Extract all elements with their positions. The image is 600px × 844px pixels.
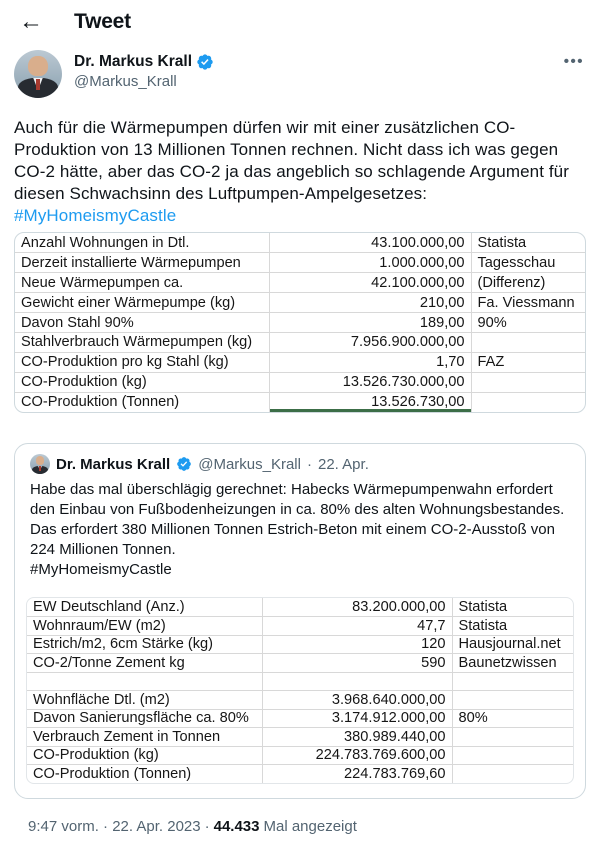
table-row [27,728,574,747]
more-button[interactable] [562,50,586,73]
table-cell: 42.100.000,00 [269,273,471,293]
tweet-body-text: Auch für die Wärmepumpen dürfen wir mit einer zusätzlichen CO-Produktion von 13 Millionen Tonnen rechnen. Nicht dass ich was gegen CO-2 hätte, aber das CO-2 ja das angeblich so schlagende Argument für diesen Schwachsinn des Luftpumpen-Ampelgesetzes: [14,118,569,203]
table-cell [471,392,586,412]
table-row [27,765,574,784]
quote-hashtag: #MyHomeismyCastle [30,561,172,579]
main-tweet [0,50,600,835]
back-arrow-icon: ← [19,7,43,35]
table-cell: Davon Sanierungsfläche ca. 80% [27,709,262,728]
quote-body-text: Habe das mal überschlägig gerechnet: Habecks Wärmepumpenwahn erfordert den Einbau von Fußbodenheizungen in ca. 80% des alten Wohnungsbestandes. Das erfordert 380 Millionen Tonnen Estrich-Beton mit einem CO-2-Ausstoß von 224 Millionen Tonnen. [30,481,565,559]
table-cell: 7.956.900.000,00 [269,332,471,352]
author-name[interactable]: Dr. Markus Krall [74,53,193,70]
verified-badge-icon [196,53,214,71]
table-cell: Baunetzwissen [452,654,574,673]
table-row [27,691,574,710]
table-row [27,746,574,765]
table-cell: CO-Produktion (kg) [15,372,269,392]
table-cell: EW Deutschland (Anz.) [27,598,262,617]
table-cell: Wohnfläche Dtl. (m2) [27,691,262,710]
table-row [15,293,586,313]
table-cell: Derzeit installierte Wärmepumpen [15,253,269,273]
table-cell: 120 [262,635,452,654]
avatar[interactable] [14,50,62,98]
table-cell [471,372,586,392]
table-cell: (Differenz) [471,273,586,293]
quote-table-image[interactable] [26,597,574,784]
table-cell: CO-2/Tonne Zement kg [27,654,262,673]
table-cell: 13.526.730,00 [269,392,471,412]
quote-author-handle: @Markus_Krall [198,455,301,473]
table-cell: 224.783.769,60 [262,765,452,784]
table-row [15,273,586,293]
back-button[interactable] [14,5,48,39]
table-cell: Neue Wärmepumpen ca. [15,273,269,293]
more-dots-icon: ••• [563,53,584,70]
table-cell [452,691,574,710]
table-row [15,233,586,253]
table-cell: Estrich/m2, 6cm Stärke (kg) [27,635,262,654]
table-cell: CO-Produktion (Tonnen) [27,765,262,784]
tweet-timestamp: 9:47 vorm. · 22. Apr. 2023 [28,818,201,836]
table-cell: 43.100.000,00 [269,233,471,253]
table-cell: Statista [452,617,574,636]
views-count: 44.433 [213,818,260,836]
author-row [14,50,586,98]
table-cell: 80% [452,709,574,728]
table-cell [452,672,574,691]
table-cell: 90% [471,313,586,333]
quote-avatar[interactable] [30,454,50,474]
calc-table-waermepumpen [15,233,586,412]
avatar-head-shape [36,456,44,464]
tweet-text [14,117,586,227]
quote-date: 22. Apr. [317,455,369,473]
tweet-meta-footer [14,818,586,835]
table-cell: Gewicht einer Wärmepumpe (kg) [15,293,269,313]
quote-author-name[interactable]: Dr. Markus Krall [56,455,171,473]
author-name-row [74,53,562,71]
table-cell: 3.174.912.000,00 [262,709,452,728]
views-label: Mal angezeigt [263,818,357,836]
table-cell: Tagesschau [471,253,586,273]
verified-badge-icon [176,456,192,472]
table-cell: CO-Produktion (kg) [27,746,262,765]
table-cell: FAZ [471,352,586,372]
quote-date-separator: · [306,455,312,473]
author-meta [74,50,562,90]
quote-header [26,454,574,474]
table-cell: 13.526.730.000,00 [269,372,471,392]
table-row [27,617,574,636]
table-row [15,352,586,372]
quoted-tweet-card[interactable] [14,443,586,799]
table-cell: 590 [262,654,452,673]
table-row [15,372,586,392]
author-handle[interactable]: @Markus_Krall [74,73,177,90]
top-bar [0,0,600,40]
avatar-head-shape [28,56,47,76]
table-cell: Statista [471,233,586,253]
table-cell: 1.000.000,00 [269,253,471,273]
table-cell [452,728,574,747]
table-cell [471,332,586,352]
table-cell: 380.989.440,00 [262,728,452,747]
table-cell: 210,00 [269,293,471,313]
table-cell: Verbrauch Zement in Tonnen [27,728,262,747]
table-row [27,635,574,654]
table-row [15,392,586,412]
table-cell [27,672,262,691]
table-cell: CO-Produktion (Tonnen) [15,392,269,412]
table-row [15,332,586,352]
table-row [27,598,574,617]
meta-separator: · [204,818,210,836]
table-cell: Wohnraum/EW (m2) [27,617,262,636]
avatar-tie-shape [36,79,39,91]
table-row [15,313,586,333]
table-row [15,253,586,273]
calc-table-estrich [27,598,574,783]
table-cell: Stahlverbrauch Wärmepumpen (kg) [15,332,269,352]
table-cell: Statista [452,598,574,617]
table-cell: Davon Stahl 90% [15,313,269,333]
hashtag-link[interactable]: #MyHomeismyCastle [14,206,177,225]
table-cell [452,746,574,765]
table-cell: 47,7 [262,617,452,636]
table-cell: Anzahl Wohnungen in Dtl. [15,233,269,253]
table-cell: CO-Produktion pro kg Stahl (kg) [15,352,269,372]
table-cell: 1,70 [269,352,471,372]
table-cell: 83.200.000,00 [262,598,452,617]
table-row [27,709,574,728]
table-cell [262,672,452,691]
table-row [27,672,574,691]
quote-text [26,480,574,580]
avatar-tie-shape [39,466,40,471]
table-cell: Fa. Viessmann [471,293,586,313]
table-row [27,654,574,673]
page-title: Tweet [74,9,131,33]
table-cell: 224.783.769.600,00 [262,746,452,765]
table-cell: 189,00 [269,313,471,333]
table-cell: 3.968.640.000,00 [262,691,452,710]
table-cell [452,765,574,784]
tweet-table-image[interactable] [14,232,586,413]
table-cell: Hausjournal.net [452,635,574,654]
